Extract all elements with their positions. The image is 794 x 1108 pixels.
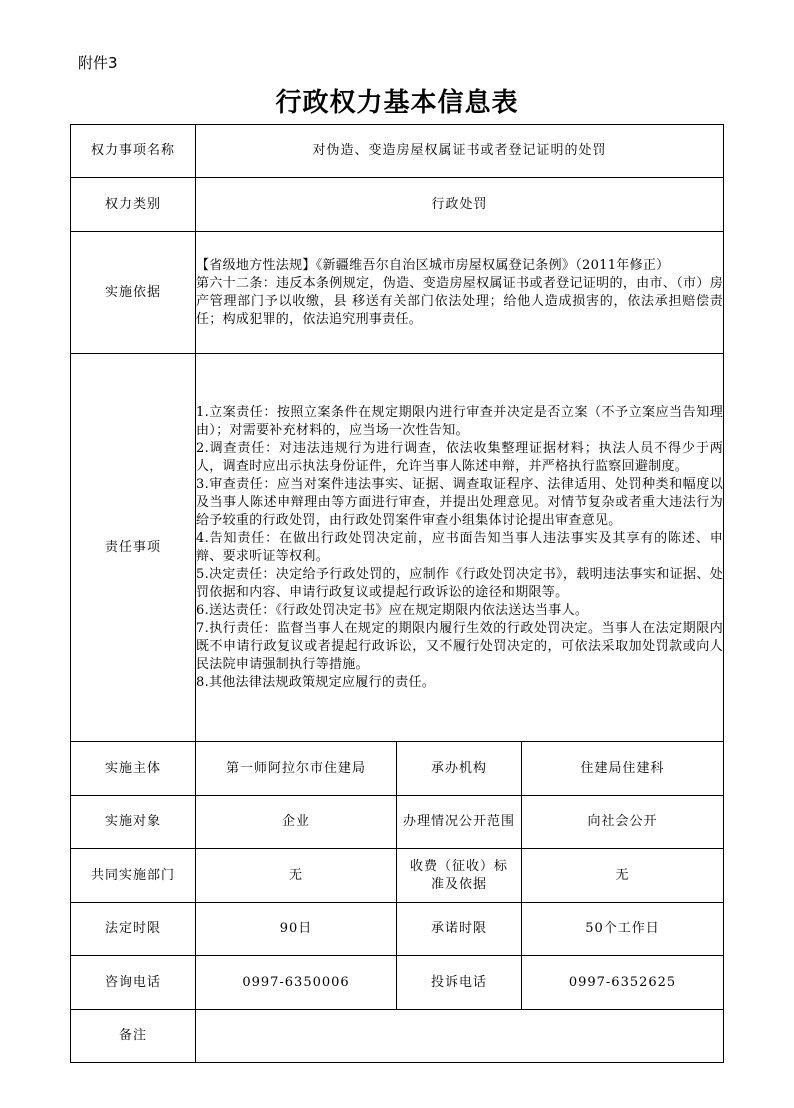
fee-standard-label: 收费（征收）标准及依据 bbox=[397, 849, 522, 903]
target-label: 实施对象 bbox=[71, 796, 196, 849]
responsibility-item: 8.其他法律法规政策规定应履行的责任。 bbox=[196, 674, 436, 690]
basis-paragraph: 第六十二条：违反本条例规定，伪造、变造房屋权属证书或者登记证明的，由市、（市）房产管理部门予以收缴，县 移送有关部门依法处理；给他人造成损害的，依法承担赔偿责任；构成犯罪的，依法追究刑事责任。 bbox=[196, 275, 724, 327]
row-remarks bbox=[71, 1010, 724, 1063]
responsibility-item: 7.执行责任：监督当事人在规定的期限内履行生效的行政处罚决定。当事人在法定期限内既不申请行政复议或者提起行政诉讼，又不履行处罚决定的，可依法采取加处罚款或向人民法院申请强制执行等措施。 bbox=[196, 620, 724, 672]
row-power-category bbox=[71, 178, 724, 232]
disclosure-scope-value: 向社会公开 bbox=[522, 796, 724, 849]
row-time-limit bbox=[71, 903, 724, 956]
legal-time-limit-label: 法定时限 bbox=[71, 903, 196, 956]
row-phone bbox=[71, 956, 724, 1010]
responsibility-item: 2.调查责任：对违法违规行为进行调查，依法收集整理证据材料；执法人员不得少于两人，调查时应出示执法身份证件，允许当事人陈述申辩，并严格执行监察回避制度。 bbox=[196, 440, 724, 474]
responsibility-label: 责任事项 bbox=[71, 354, 196, 742]
disclosure-scope-label: 办理情况公开范围 bbox=[397, 796, 522, 849]
basis-content bbox=[196, 232, 724, 354]
page-title: 行政权力基本信息表 bbox=[275, 88, 519, 118]
responsibility-item: 6.送达责任：《行政处罚决定书》应在规定期限内依法送达当事人。 bbox=[196, 602, 589, 618]
power-name-label: 权力事项名称 bbox=[71, 125, 196, 178]
power-category-label: 权力类别 bbox=[71, 178, 196, 232]
power-category-value: 行政处罚 bbox=[196, 178, 724, 232]
inquiry-phone-value: 0997-6350006 bbox=[196, 956, 397, 1010]
complaint-phone-value: 0997-6352625 bbox=[522, 956, 724, 1010]
responsibility-item: 4.告知责任：在做出行政处罚决定前，应书面告知当事人违法事实及其享有的陈述、申辩、要求听证等权利。 bbox=[196, 530, 724, 564]
promised-time-limit-value: 50个工作日 bbox=[522, 903, 724, 956]
info-table bbox=[70, 124, 724, 1063]
target-value: 企业 bbox=[196, 796, 397, 849]
joint-dept-label: 共同实施部门 bbox=[71, 849, 196, 903]
row-basis bbox=[71, 232, 724, 354]
remarks-label: 备注 bbox=[71, 1010, 196, 1063]
subject-label: 实施主体 bbox=[71, 742, 196, 796]
attachment-label: 附件3 bbox=[78, 54, 118, 72]
responsibility-item: 5.决定责任：决定给予行政处罚的，应制作《行政处罚决定书》，载明违法事实和证据、处罚依据和内容、申请行政复议或提起行政诉讼的途径和期限等。 bbox=[196, 566, 724, 600]
responsibility-content bbox=[196, 354, 724, 742]
legal-time-limit-value: 90日 bbox=[196, 903, 397, 956]
handling-org-label: 承办机构 bbox=[397, 742, 522, 796]
joint-dept-value: 无 bbox=[196, 849, 397, 903]
responsibility-item: 1.立案责任：按照立案条件在规定期限内进行审查并决定是否立案（不予立案应当告知理由）；对需要补充材料的，应当场一次性告知。 bbox=[196, 404, 724, 438]
remarks-value bbox=[196, 1010, 724, 1063]
row-power-name bbox=[71, 125, 724, 178]
row-target bbox=[71, 796, 724, 849]
basis-label: 实施依据 bbox=[71, 232, 196, 354]
complaint-phone-label: 投诉电话 bbox=[397, 956, 522, 1010]
row-joint bbox=[71, 849, 724, 903]
handling-org-value: 住建局住建科 bbox=[522, 742, 724, 796]
subject-value: 第一师阿拉尔市住建局 bbox=[196, 742, 397, 796]
row-subject bbox=[71, 742, 724, 796]
power-name-value: 对伪造、变造房屋权属证书或者登记证明的处罚 bbox=[196, 125, 724, 178]
promised-time-limit-label: 承诺时限 bbox=[397, 903, 522, 956]
responsibility-item: 3.审查责任：应当对案件违法事实、证据、调查取证程序、法律适用、处罚种类和幅度以及当事人陈述申辩理由等方面进行审查，并提出处理意见。对情节复杂或者重大违法行为给予较重的行政处罚，由行政处罚案件审查小组集体讨论提出审查意见。 bbox=[196, 476, 724, 528]
row-responsibility bbox=[71, 354, 724, 742]
fee-standard-value: 无 bbox=[522, 849, 724, 903]
inquiry-phone-label: 咨询电话 bbox=[71, 956, 196, 1010]
basis-paragraph: 【省级地方性法规】《新疆维吾尔自治区城市房屋权属登记条例》（2011年修正） bbox=[196, 257, 670, 273]
